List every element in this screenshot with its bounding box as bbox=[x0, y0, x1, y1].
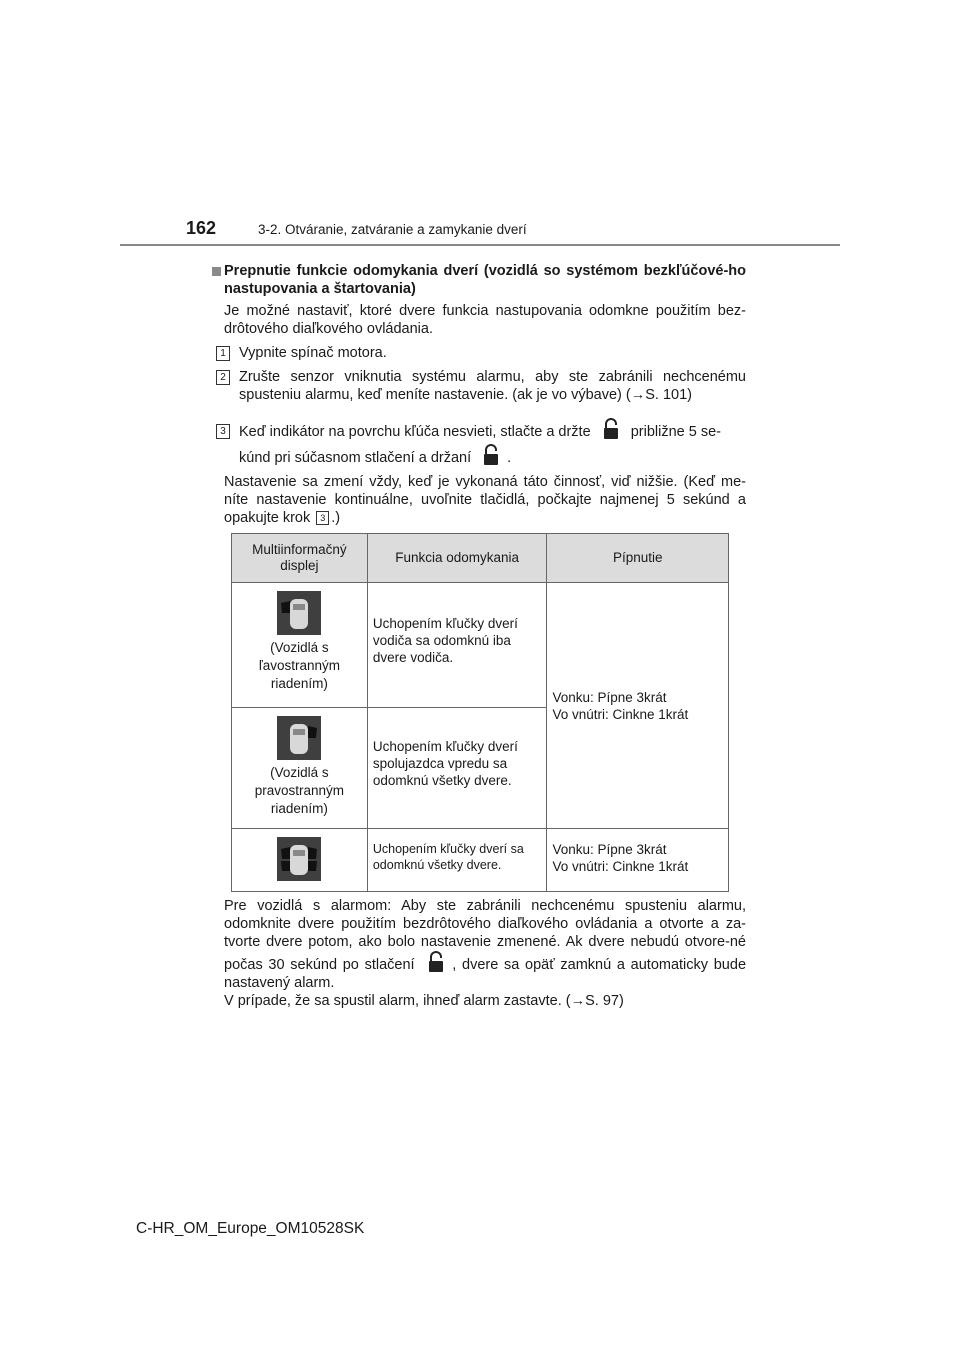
table-header-row bbox=[232, 534, 729, 583]
unlock-function-cell: Uchopením kľučky dverí vodiča sa odomknú iba dvere vodiča. bbox=[367, 583, 547, 708]
car-display-icon bbox=[277, 837, 321, 881]
step-2: 2 Zrušte senzor vniknutia systému alarmu, aby ste zabránili nechcenému spusteniu alarmu, keď meníte nastavenie. (ak je vo výbave) (→S. 101) bbox=[212, 368, 746, 404]
document-code: C-HR_OM_Europe_OM10528SK bbox=[136, 1220, 365, 1237]
step-1: 1 Vypnite spínač motora. bbox=[212, 344, 746, 362]
section-title: 3-2. Otváranie, zatváranie a zamykanie dverí bbox=[258, 222, 527, 237]
unlock-function-cell: Uchopením kľučky dverí sa odomknú všetky dvere. bbox=[367, 829, 547, 892]
lock-button-icon bbox=[428, 951, 444, 973]
step-number-box: 3 bbox=[216, 424, 230, 439]
table-row bbox=[232, 829, 729, 892]
beep-cell: Vonku: Pípne 3krát Vo vnútri: Cinkne 1krát bbox=[547, 583, 729, 829]
unlock-function-cell: Uchopením kľučky dverí spolujazdca vpredu sa odomknú všetky dvere. bbox=[367, 708, 547, 829]
step-number-box: 2 bbox=[216, 370, 230, 385]
subsection-heading: Prepnutie funkcie odomykania dverí (vozidlá so systémom bezkľúčové-ho nastupovania a štartovania) bbox=[212, 262, 746, 298]
alarm-note: Pre vozidlá s alarmom: Aby ste zabránili nechcenému spusteniu alarmu, odomknite dvere použitím bezdrôtového diaľkového ovládania a otvorte a za-tvorte dvere potom, ako bolo nastavenie zmenené. Ak dvere nebudú otvore-né počas 30 sekúnd po stlačení , dvere sa opäť zamknú a automaticky bude nastavený alarm. V prípade, že sa spustil alarm, ihneď alarm zastavte. (→S. 97) bbox=[224, 898, 747, 1009]
lock-button-icon bbox=[603, 418, 619, 440]
main-content bbox=[212, 262, 746, 527]
intro-text: Je možné nastaviť, ktoré dvere funkcia nastupovania odomkne použitím bez-drôtového diaľkového ovládania. bbox=[224, 303, 746, 337]
table-row bbox=[232, 583, 729, 708]
car-display-icon bbox=[277, 716, 321, 760]
unlock-settings-table bbox=[231, 533, 729, 892]
display-caption: (Vozidlá s ľavostranným riadením) bbox=[258, 640, 341, 691]
page-number: 162 bbox=[186, 218, 217, 238]
step-number-box: 3 bbox=[316, 511, 329, 525]
car-display-icon bbox=[277, 591, 321, 635]
display-cell bbox=[232, 583, 368, 708]
column-header: Multiinformačný displej bbox=[232, 534, 368, 583]
display-cell bbox=[232, 708, 368, 829]
display-cell bbox=[232, 829, 368, 892]
header-rule bbox=[120, 244, 840, 246]
repeat-note: Nastavenie sa zmení vždy, keď je vykonaná táto činnosť, viď nižšie. (Keď me-níte nastavenie kontinuálne, uvoľnite tlačidlá, počkajte najmenej 5 sekúnd a opakujte krok 3 .) bbox=[224, 474, 746, 526]
column-header: Pípnutie bbox=[547, 534, 729, 583]
lock-button-icon bbox=[483, 444, 499, 466]
step-3: 3 Keď indikátor na povrchu kľúča nesvieti, stlačte a držte približne 5 se- kúnd pri súčasnom stlačení a držaní . bbox=[212, 418, 746, 470]
column-header: Funkcia odomykania bbox=[367, 534, 547, 583]
beep-cell: Vonku: Pípne 3krát Vo vnútri: Cinkne 1krát bbox=[547, 829, 729, 892]
display-caption: (Vozidlá s pravostranným riadením) bbox=[254, 765, 345, 816]
step-number-box: 1 bbox=[216, 346, 230, 361]
bullet-square-icon bbox=[212, 267, 221, 276]
